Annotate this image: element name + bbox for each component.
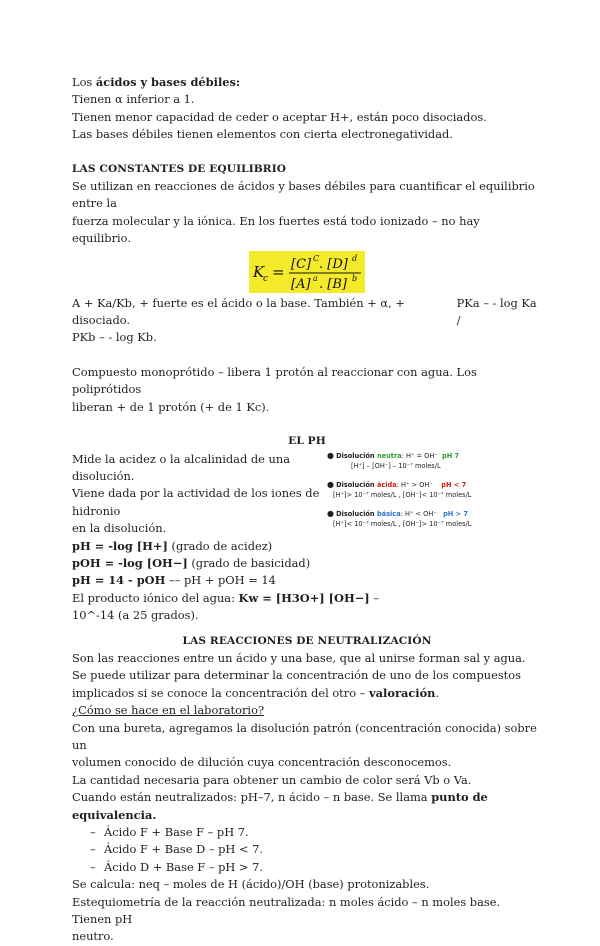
lab-question: ¿Cómo se hace en el laboratorio? <box>72 703 265 718</box>
ph-line-3: en la disolución. <box>72 521 167 536</box>
poh-formula: pOH = -log [OH−] (grado de basicidad) <box>72 555 311 570</box>
bullet-icon: ● <box>327 450 334 460</box>
document-page <box>72 74 542 946</box>
ph-formula: pH = -log [H+] (grado de acidez) <box>72 538 273 553</box>
formula-den-b-exp: b <box>352 273 358 283</box>
equilibrio-line-2: fuerza molecular y la iónica. En los fuertes está todo ionizado – no hay equilibrio. <box>72 213 480 246</box>
list-item: – Ácido F + Base F – pH 7. <box>72 824 542 841</box>
neutralizacion-line-4: Con una bureta, agregamos la disolución patrón (concentración conocida) sobre un <box>72 720 537 752</box>
formula-num-c: [C] <box>291 256 312 272</box>
equivalence-list <box>72 824 542 876</box>
ph-line-2: Viene dada por la actividad de los iones de hidronio <box>72 486 320 518</box>
intro-line-3: Las bases débiles tienen elementos con cierta electronegatividad. <box>72 127 453 142</box>
acid-solution-item: ● Disolución ácida: H⁺ > OH⁻ pH < 7 [H⁺]> 10⁻⁷ moles/L , [OH⁻]< 10⁻⁷ moles/L <box>327 479 472 499</box>
neutralizacion-line-10: neutro. <box>72 929 114 944</box>
kw-line-2: 10^-14 (a 25 grados). <box>72 608 199 623</box>
equilibrio-line-1: Se utilizan en reacciones de ácidos y bases débiles para cuantificar el equilibrio entre la <box>72 179 535 211</box>
neutral-solution-item: ● Disolución neutra: H⁺ = OH⁻ pH 7 [H⁺] – [OH⁻] – 10⁻⁷ moles/L <box>327 450 460 470</box>
neutralizacion-line-1: Son las reacciones entre un ácido y una base, que al unirse forman sal y agua. <box>72 650 526 665</box>
equilibrio-line-6: liberan + de 1 protón (+ de 1 Kc). <box>72 399 270 414</box>
bullet-icon: ● <box>327 479 334 489</box>
formula-num-d-exp: d <box>352 253 358 263</box>
list-item: – Ácido D + Base F – pH > 7. <box>72 859 542 876</box>
ph-line-1: Mide la acidez o la alcalinidad de una disolución. <box>72 451 290 483</box>
equilibrio-line-4: PKb – - log Kb. <box>72 330 157 345</box>
formula-den-a-exp: a <box>313 273 318 283</box>
formula-num-d: . [D] <box>319 256 348 272</box>
neutralizacion-line-8: Se calcula: neq – moles de H (ácido)/OH (base) protonizables. <box>72 877 430 892</box>
intro-line-2: Tienen menor capacidad de ceder o aceptar H+, están poco disociados. <box>72 109 487 124</box>
formula-k: K <box>253 262 265 281</box>
basic-solution-item: ● Disolución básica: H⁺ < OH⁻ pH > 7 [H⁺]< 10⁻⁷ moles/L , [OH⁻]> 10⁻⁷ moles/L <box>327 508 472 528</box>
equilibrium-constant-formula <box>72 251 542 293</box>
ph-section <box>72 451 542 625</box>
bullet-icon: ● <box>327 508 334 518</box>
formula-den-b: . [B] <box>319 276 347 292</box>
equilibrio-line-5: Compuesto monoprótido – libera 1 protón al reaccionar con agua. Los poliprótidos <box>72 364 477 397</box>
ph-text <box>72 451 379 625</box>
neutralizacion-heading: LAS REACCIONES DE NEUTRALIZACIÓN <box>182 634 432 647</box>
formula-den-a: [A] <box>291 276 311 292</box>
formula-k-sub: c <box>263 273 269 284</box>
equilibrio-heading: LAS CONSTANTES DE EQUILIBRIO <box>72 162 287 175</box>
ph-summary-image <box>327 451 547 538</box>
neutralizacion-line-2: Se puede utilizar para determinar la concentración de uno de los compuestos <box>72 668 521 683</box>
formula-equals: = <box>272 262 285 281</box>
neutralizacion-line-7: Cuando están neutralizados: pH–7, n ácido – n base. Se llama punto de equivalencia. <box>72 790 488 822</box>
intro-title: Los ácidos y bases débiles: <box>72 75 241 89</box>
neutralizacion-line-6: La cantidad necesaria para obtener un cambio de color será Vb o Va. <box>72 772 472 787</box>
equilibrio-line-3: A + Ka/Kb, + fuerte es el ácido o la base. También + α, + disociado. PKa – - log Ka / <box>72 295 537 328</box>
intro-line-1: Tienen α inferior a 1. <box>72 92 195 107</box>
formula-num-c-exp: C <box>313 253 320 263</box>
neutralizacion-line-5: volumen conocido de dilución cuya concentración desconocemos. <box>72 755 452 770</box>
neutralizacion-line-3: implicados si se conoce la concentración del otro – valoración. <box>72 685 440 700</box>
ph-sum-formula: pH = 14 - pOH –– pH + pOH = 14 <box>72 573 276 588</box>
neutralizacion-line-9: Estequiometría de la reacción neutralizada: n moles ácido – n moles base. Tienen pH <box>72 894 501 927</box>
kw-line: El producto iónico del agua: Kw = [H3O+] [OH−] – <box>72 590 379 605</box>
list-item: – Ácido F + Base D – pH < 7. <box>72 841 542 858</box>
ph-heading: EL PH <box>288 435 326 448</box>
